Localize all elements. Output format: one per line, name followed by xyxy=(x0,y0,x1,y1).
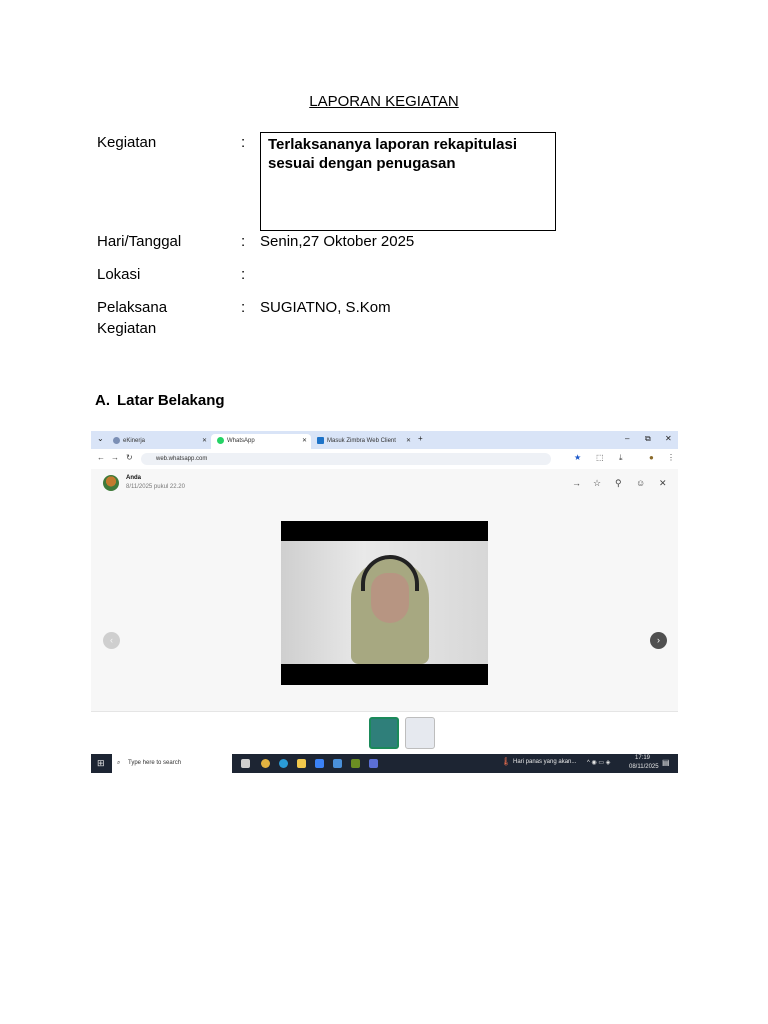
report-title: LAPORAN KEGIATAN xyxy=(309,93,459,110)
windows-start-icon[interactable]: ⊞ xyxy=(97,758,105,768)
extensions-icon[interactable]: ⬚ xyxy=(596,453,604,462)
field-label-kegiatan: Kegiatan xyxy=(97,134,157,151)
next-icon[interactable]: › xyxy=(650,632,667,649)
search-placeholder: Type here to search xyxy=(128,760,182,766)
minimize-icon[interactable]: – xyxy=(625,434,630,443)
restore-icon[interactable]: ⧉ xyxy=(645,434,651,443)
activity-text: Terlaksananya laporan rekapitulasi sesuai dengan penugasan xyxy=(268,136,518,172)
field-colon: : xyxy=(241,233,246,250)
evidence-screenshot xyxy=(91,431,678,773)
tab-menu-icon[interactable]: ⌄ xyxy=(97,434,104,443)
mail-icon[interactable] xyxy=(333,759,342,768)
field-colon: : xyxy=(241,299,246,316)
browser-tabbar xyxy=(91,431,678,449)
weather-icon: 🌡 xyxy=(501,757,512,766)
whatsapp-icon xyxy=(217,437,224,444)
profile-avatar[interactable]: ● xyxy=(649,453,654,462)
windows-taskbar xyxy=(91,754,678,773)
search-input[interactable] xyxy=(112,754,232,773)
clock-date[interactable]: 08/11/2025 xyxy=(629,764,659,770)
field-colon: : xyxy=(241,266,246,283)
close-icon[interactable]: ✕ xyxy=(405,438,411,444)
download-icon[interactable]: ⤓ xyxy=(619,453,623,462)
teams-icon[interactable] xyxy=(369,759,378,768)
new-tab-button[interactable]: + xyxy=(418,434,423,443)
edge-icon[interactable] xyxy=(279,759,288,768)
ekinerja-icon xyxy=(113,437,120,444)
sender-name: Anda xyxy=(126,475,141,481)
field-colon: : xyxy=(241,134,246,151)
field-label-executor-line2: Kegiatan xyxy=(97,320,157,337)
tab-zimbra[interactable] xyxy=(311,434,415,449)
forward-icon[interactable]: → xyxy=(572,478,581,488)
thumbnail-strip xyxy=(91,711,678,756)
close-viewer-icon[interactable]: ✕ xyxy=(659,478,667,488)
notification-icon[interactable]: ▤ xyxy=(662,758,670,767)
sender-date: 8/11/2025 pukul 22.20 xyxy=(126,484,185,490)
video-frame xyxy=(281,541,488,664)
reload-icon[interactable]: ↻ xyxy=(126,453,133,462)
field-label-date: Hari/Tanggal xyxy=(97,233,182,250)
close-icon[interactable]: ✕ xyxy=(201,438,207,444)
tab-ekinerja[interactable] xyxy=(107,434,211,449)
task-view-icon[interactable] xyxy=(241,759,250,768)
avatar xyxy=(103,475,119,491)
tab-label: Masuk Zimbra Web Client xyxy=(327,438,396,444)
thumbnail-2[interactable] xyxy=(405,717,435,749)
tab-label: WhatsApp xyxy=(227,438,255,444)
close-icon[interactable]: ✕ xyxy=(301,438,307,444)
zimbra-icon xyxy=(317,437,324,444)
url-field[interactable]: web.whatsapp.com xyxy=(141,453,551,465)
star-icon[interactable]: ☆ xyxy=(593,478,602,488)
emoji-icon[interactable]: ☺ xyxy=(636,478,646,488)
bookmark-star-icon[interactable]: ★ xyxy=(574,453,582,462)
field-label-executor-line1: Pelaksana xyxy=(97,299,168,316)
pin-icon[interactable]: ⚲ xyxy=(615,478,622,488)
field-label-location: Lokasi xyxy=(97,266,141,283)
menu-icon[interactable]: ⋮ xyxy=(667,453,675,462)
tray-icons[interactable]: ^ ◉ ▭ ◈ xyxy=(587,760,611,766)
clock-time[interactable]: 17:19 xyxy=(635,755,651,761)
section-title: Latar Belakang xyxy=(117,392,225,409)
store-icon[interactable] xyxy=(315,759,324,768)
chrome-icon[interactable] xyxy=(261,759,270,768)
field-value-date: Senin,27 Oktober 2025 xyxy=(260,233,415,250)
file-explorer-icon[interactable] xyxy=(297,759,306,768)
previous-icon[interactable]: ‹ xyxy=(103,632,120,649)
browser-addressbar xyxy=(91,449,678,469)
window-close-icon[interactable]: ✕ xyxy=(665,434,672,443)
forward-icon[interactable]: → xyxy=(111,453,119,462)
thumbnail-1[interactable] xyxy=(369,717,399,749)
weather-text[interactable]: Hari panas yang akan... xyxy=(513,759,577,765)
field-label-executor xyxy=(97,297,167,339)
tab-label: eKinerja xyxy=(123,438,146,444)
back-icon[interactable]: ← xyxy=(97,453,105,462)
browser-icon[interactable] xyxy=(351,759,360,768)
section-number: A. xyxy=(95,392,110,409)
tab-whatsapp[interactable] xyxy=(211,434,311,449)
field-value-executor: SUGIATNO, S.Kom xyxy=(260,299,391,316)
section-heading xyxy=(95,392,225,409)
headphones-icon xyxy=(361,555,419,591)
activity-box xyxy=(260,132,556,231)
video-player[interactable] xyxy=(281,521,488,685)
search-icon: ⌕ xyxy=(117,760,121,766)
